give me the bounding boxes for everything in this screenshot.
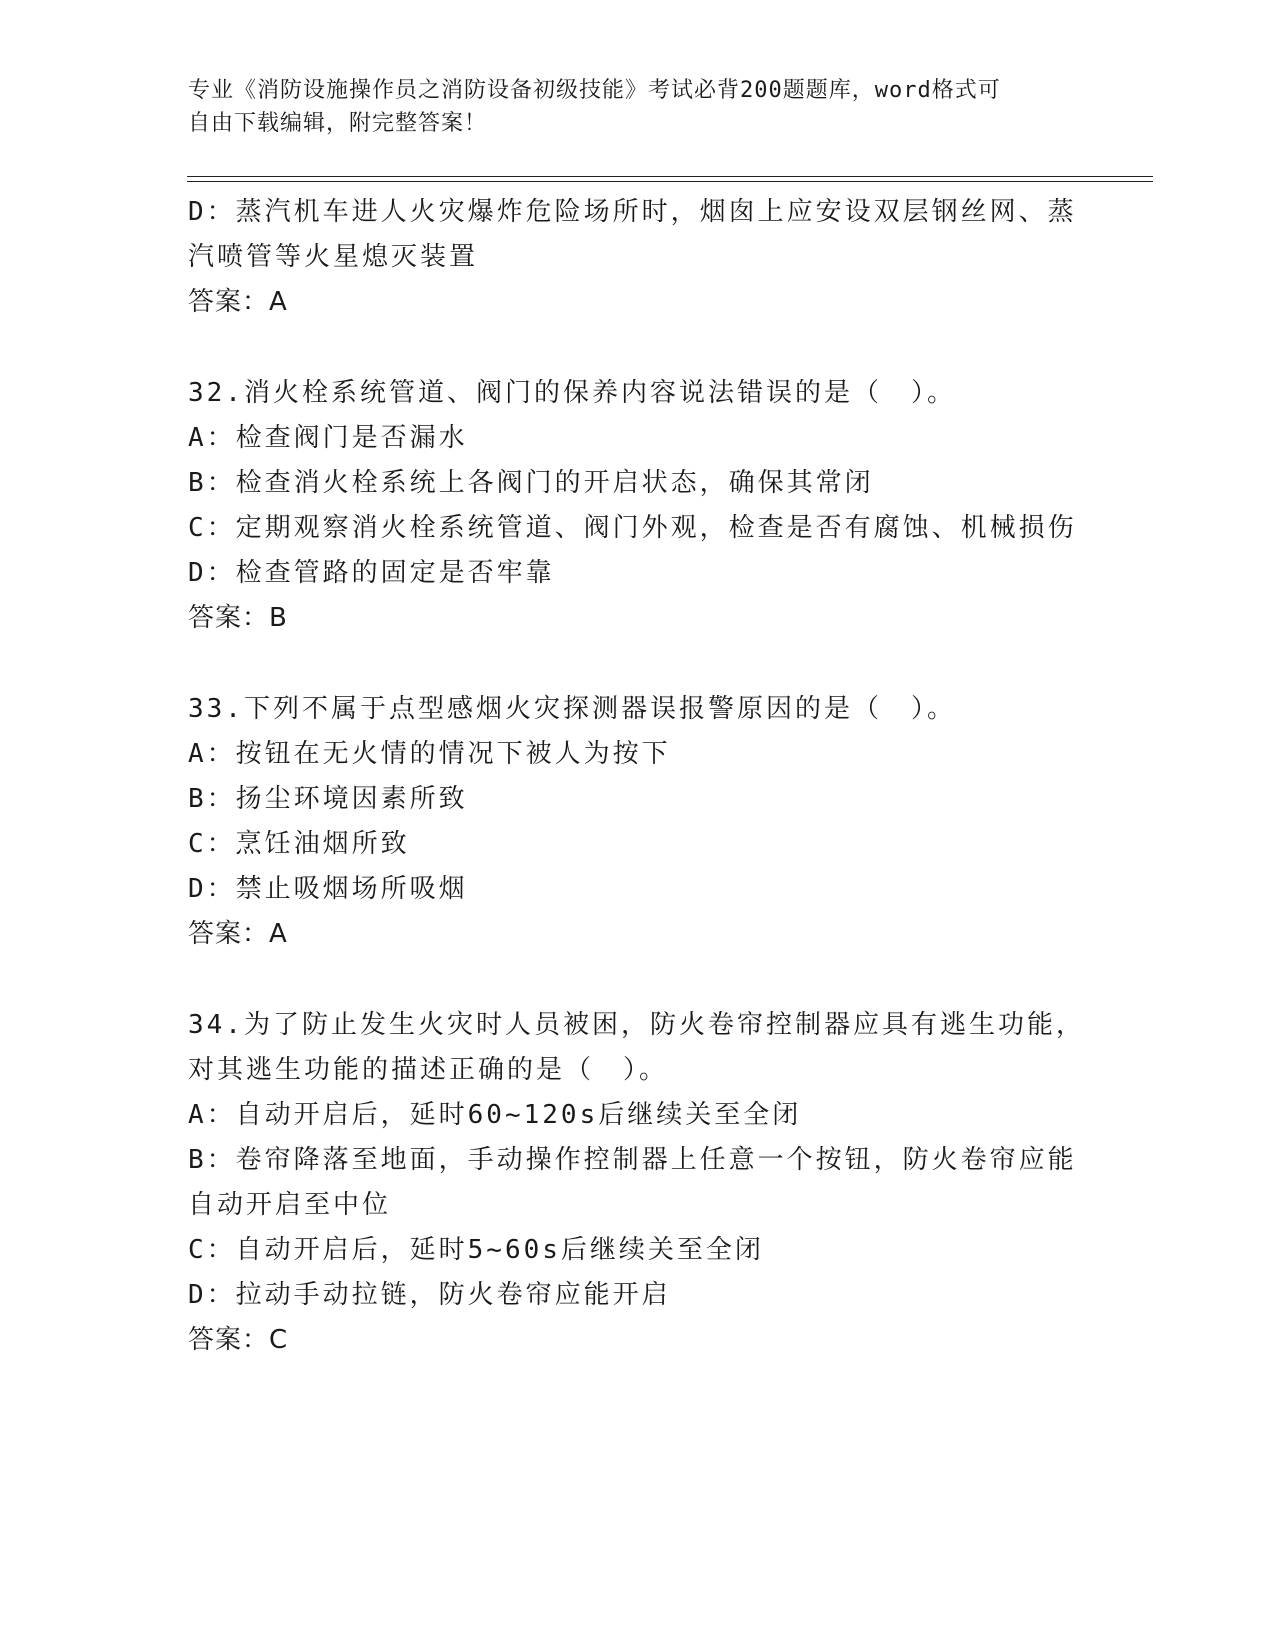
header-line-2: 自由下载编辑，附完整答案！ [188, 111, 488, 136]
option-a: A：检查阀门是否漏水 [188, 423, 468, 453]
option-a: A：自动开启后，延时60~120s后继续关至全闭 [188, 1100, 802, 1130]
option-c: C：自动开启后，延时5~60s后继续关至全闭 [188, 1235, 764, 1265]
question-32 [188, 371, 1088, 641]
option-b: B：卷帘降落至地面，手动操作控制器上任意一个按钮，防火卷帘应能 [188, 1145, 1077, 1175]
question-34 [188, 1003, 1088, 1363]
option-d: D：拉动手动拉链，防火卷帘应能开启 [188, 1280, 671, 1310]
header-line-1: 专业《消防设施操作员之消防设备初级技能》考试必背200题题库，word格式可 [188, 78, 1001, 103]
option-d: D：检查管路的固定是否牢靠 [188, 558, 555, 588]
document-header [188, 74, 1088, 140]
answer: 答案：B [188, 603, 288, 633]
question-list [188, 190, 1088, 1363]
option-b: B：扬尘环境因素所致 [188, 784, 468, 814]
header-divider-top [187, 176, 1153, 177]
option-b: B：检查消火栓系统上各阀门的开启状态，确保其常闭 [188, 468, 874, 498]
question-33 [188, 687, 1088, 957]
question-stem: 34.为了防止发生火灾时人员被困，防火卷帘控制器应具有逃生功能， [188, 1010, 1085, 1040]
option-c: C：烹饪油烟所致 [188, 829, 410, 859]
answer: 答案：C [188, 1325, 289, 1355]
question-stem-continued: 对其逃生功能的描述正确的是（ ）。 [188, 1055, 669, 1085]
option-a: A：按钮在无火情的情况下被人为按下 [188, 739, 671, 769]
option-d: D：蒸汽机车进人火灾爆炸危险场所时，烟囱上应安设双层钢丝网、蒸 [188, 197, 1077, 227]
option-d-continued: 汽喷管等火星熄灭装置 [188, 242, 479, 272]
answer: 答案：A [188, 919, 288, 949]
header-divider-bottom [187, 181, 1153, 182]
question-stem: 33.下列不属于点型感烟火灾探测器误报警原因的是（ ）。 [188, 694, 956, 724]
question-stem: 32.消火栓系统管道、阀门的保养内容说法错误的是（ ）。 [188, 378, 956, 408]
option-d: D：禁止吸烟场所吸烟 [188, 874, 468, 904]
option-b-continued: 自动开启至中位 [188, 1190, 392, 1220]
option-c: C：定期观察消火栓系统管道、阀门外观，检查是否有腐蚀、机械损伤 [188, 513, 1077, 543]
question-31-tail [188, 190, 1088, 325]
answer: 答案：A [188, 287, 288, 317]
